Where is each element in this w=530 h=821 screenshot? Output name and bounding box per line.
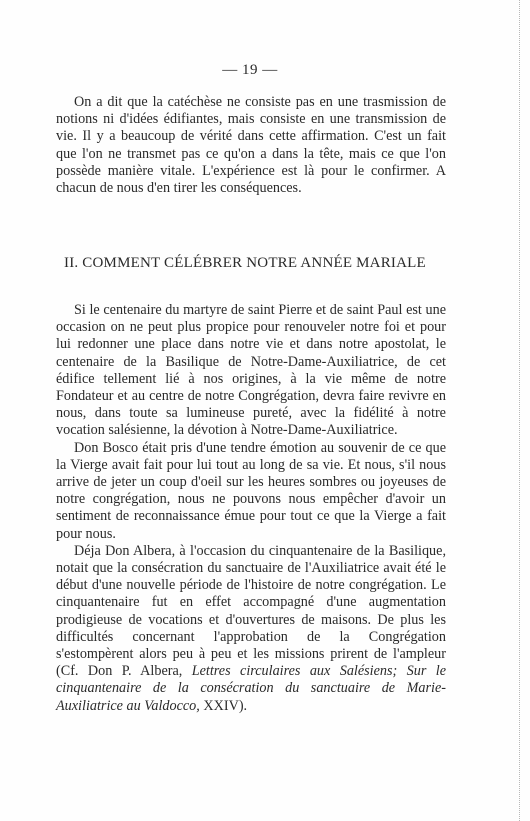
section-title: II. COMMENT CÉLÉBRER NOTRE ANNÉE MARIALE xyxy=(64,255,426,271)
body-text-block xyxy=(56,302,446,715)
paragraph-1: Si le centenaire du martyre de saint Pierre et de saint Paul est une occasion on ne peut plus propice pour renouveler notre foi et pour lui redonner une place dans notre vie et dans notre apostolat, le centenaire de la Basilique de Notre-Dame-Auxiliatrice, de cet édifice tellement lié à nos origines, à la vie même de notre Fondateur et au centre de notre Congrégation, devra faire revivre en nous, dans toute sa lumineuse pureté, avec la fidélité à notre vocation salésienne, la dévotion à Notre-Dame-Auxiliatrice. xyxy=(56,302,446,439)
paragraph-3-end: XXIV). xyxy=(199,697,248,714)
paragraph-2: Don Bosco était pris d'une tendre émotion au souvenir de ce que la Vierge avait fait pour lui tout au long de sa vie. Et nous, s'il nous arrive de jeter un coup d'oeil sur les heures sombres ou joyeuses de notre congrégation, nous ne pouvons nous empêcher d'avoir un sentiment de reconnaissance émue pour tout ce que la Vierge a fait pour nous. xyxy=(56,439,446,542)
intro-paragraph: On a dit que la catéchèse ne consiste pas en une trasmission de notions ni d'idées édifiantes, mais consiste en une transmission de vie. Il y a beaucoup de vérité dans cette affirmation. C'est un fait que l'on ne transmet pas ce qu'on a dans la tête, mais ce que l'on possède manière vitale. L'expérience est là pour le confirmer. A chacun de nous d'en tirer les conséquences. xyxy=(56,94,446,197)
paragraph-3 xyxy=(56,543,446,715)
intro-paragraph-block xyxy=(56,94,446,197)
paragraph-3-citation: Lettres circulaires aux Salésiens; Sur le cinquantenaire de la consécration du sanctuaire de Marie-Auxiliatrice au Valdocco, xyxy=(56,663,446,714)
page-number: — 19 — xyxy=(222,62,278,78)
page-edge-line xyxy=(519,0,520,821)
paragraph-3-text: Déja Don Albera, à l'occasion du cinquantenaire de la Basilique, notait que la consécration du sanctuaire de l'Auxiliatrice avait été le début d'une nouvelle période de l'histoire de notre congrégation. Le cinquantenaire fut en effet accompagné d'une augmentation prodigieuse de vocations et d'ouvertures de maisons. De plus les difficultés concernant l'approbation de la Congrégation s'estompèrent alors peu à peu et les missions prirent de l'ampleur (Cf. Don P. Albera, xyxy=(56,542,446,680)
